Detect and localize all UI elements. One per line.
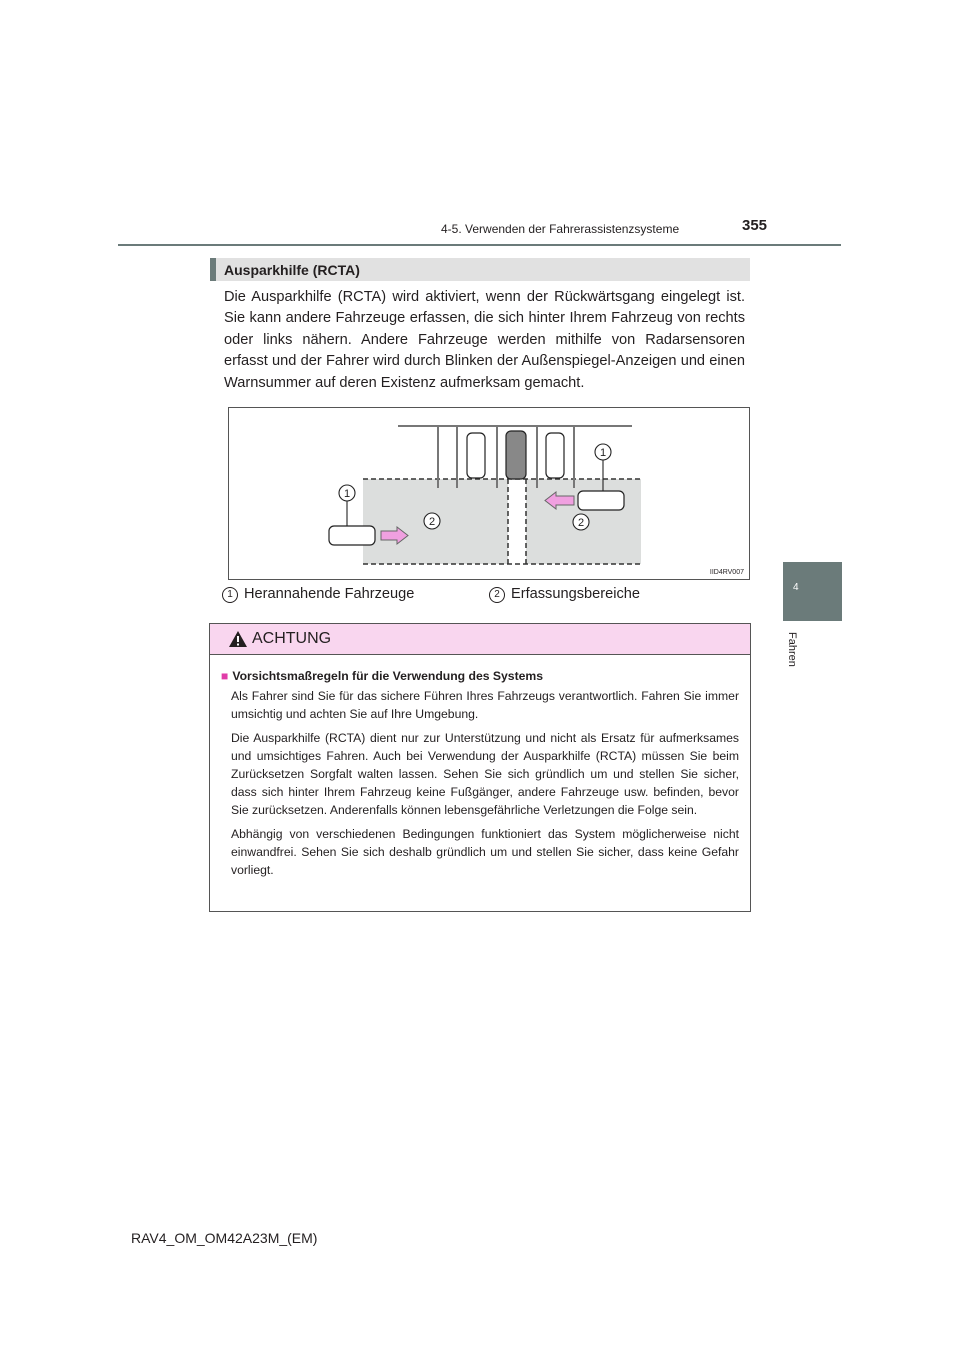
section-heading: [210, 258, 750, 281]
chapter-number: 4: [793, 582, 799, 593]
warning-header: [210, 624, 750, 655]
figure-id: IID4RV007: [709, 569, 744, 576]
rcta-diagram: [228, 407, 750, 580]
bullet-icon: ■: [221, 669, 229, 683]
chapter-label: Fahren: [786, 632, 798, 667]
legend-number: 2: [489, 587, 505, 603]
warning-box: [209, 623, 751, 912]
own-car: [506, 431, 526, 479]
parking-illustration: [229, 408, 749, 579]
callout-1: 1: [343, 488, 351, 500]
legend-label: Herannahende Fahrzeuge: [244, 586, 415, 602]
warning-paragraph: Abhängig von verschiedenen Bedingungen funktioniert das System möglicherweise nicht einwandfrei. Sehen Sie sich deshalb gründlich um und stellen Sie sicher, dass keine Gefahr vorliegt.: [231, 827, 739, 877]
legend-item: [222, 586, 414, 603]
legend-number: 1: [222, 587, 238, 603]
parked-car: [467, 433, 485, 478]
warning-heading: [221, 667, 739, 685]
chapter-tab: [783, 562, 842, 621]
callout-2: 2: [577, 517, 585, 529]
parked-car: [546, 433, 564, 478]
approaching-car-left: [329, 526, 375, 545]
warning-paragraph: Als Fahrer sind Sie für das sichere Führen Ihres Fahrzeugs verantwortlich. Fahren Sie immer umsichtig und achten Sie auf Ihre Umgebung.: [231, 689, 739, 721]
running-header: 4-5. Verwenden der Fahrerassistenzsysteme: [441, 222, 680, 236]
header-rule: [118, 244, 841, 246]
callout-2: 2: [428, 516, 436, 528]
footer-code: RAV4_OM_OM42A23M_(EM): [131, 1230, 318, 1246]
legend-label: Erfassungsbereiche: [511, 586, 640, 602]
legend-item: [489, 586, 640, 603]
page-number: 355: [742, 217, 768, 234]
approaching-car-right: [578, 491, 624, 510]
section-title: Ausparkhilfe (RCTA): [224, 262, 360, 278]
warning-heading-text: Vorsichtsmaßregeln für die Verwendung des Systems: [232, 669, 544, 683]
warning-triangle-icon: [228, 630, 248, 648]
warning-paragraph: Die Ausparkhilfe (RCTA) dient nur zur Unterstützung und nicht als Ersatz für aufmerksames und umsichtiges Fahren. Auch bei Verwendung der Ausparkhilfe (RCTA) müssen Sie beim Zurücksetzen Sorgfalt walten lassen. Sehen Sie sich gründlich um und stellen Sie sicher, dass sich hinter Ihrem Fahrzeug keine Fußgänger, andere Fahrzeuge usw. befinden, bevor Sie zurücksetzen. Anderenfalls können lebensgefährliche Verletzungen die Folge sein.: [231, 731, 739, 817]
body-paragraph: Die Ausparkhilfe (RCTA) wird aktiviert, wenn der Rückwärtsgang eingelegt ist. Sie kann andere Fahrzeuge erfassen, die sich hinter Ihrem Fahrzeug von rechts oder links nähern. Andere Fahrzeuge werden mithilfe von Radarsensoren erfasst und der Fahrer wird durch Blinken der Außenspiegel-Anzeigen und einen Warnsummer auf deren Existenz aufmerksam gemacht.: [224, 289, 745, 391]
warning-title: ACHTUNG: [252, 630, 332, 647]
callout-1: 1: [599, 447, 607, 459]
